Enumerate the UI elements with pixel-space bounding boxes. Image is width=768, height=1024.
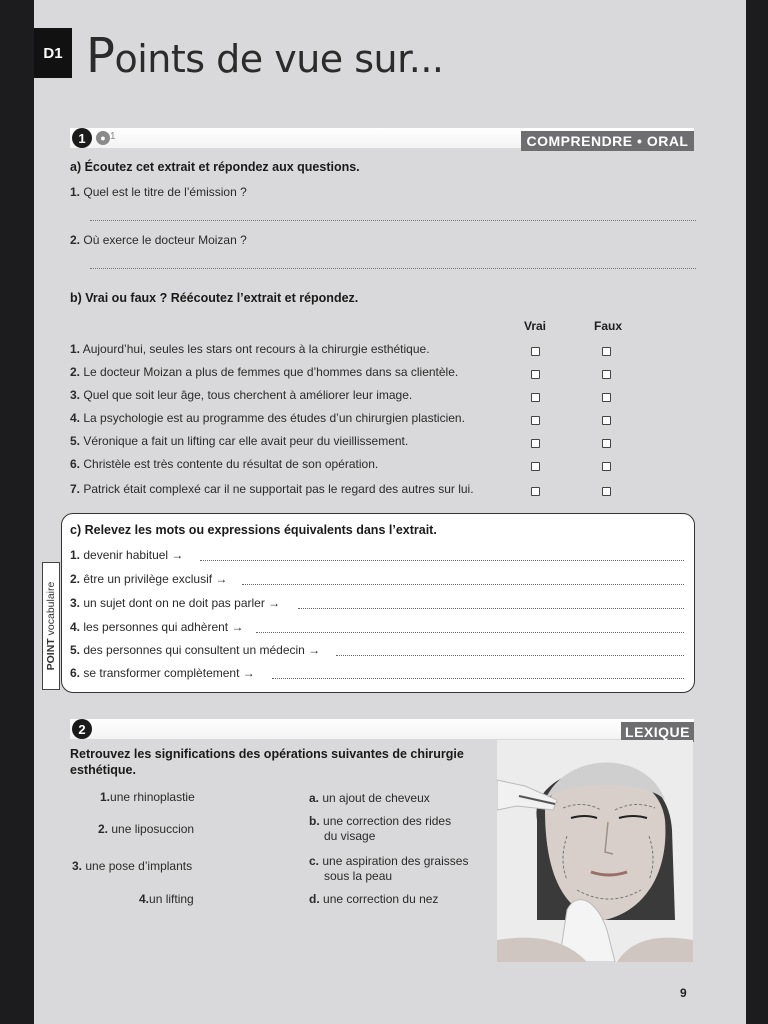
- section-2-instruction: [70, 746, 464, 778]
- vocab-answer-line-3[interactable]: [298, 608, 684, 609]
- question-number: 1.: [70, 185, 81, 199]
- statement-6: [70, 457, 378, 471]
- checkbox-false-3[interactable]: [602, 393, 611, 402]
- vocab-number: 5.: [70, 643, 81, 657]
- part-b-instruction: b) Vrai ou faux ? Réécoutez l’extrait et répondez.: [70, 291, 359, 305]
- vocab-answer-line-1[interactable]: [200, 560, 684, 561]
- question-number: 2.: [70, 233, 81, 247]
- vocab-item-1: [70, 548, 183, 562]
- operation-3: [72, 859, 192, 873]
- part-c-instruction: c) Relevez les mots ou expressions équivalents dans l’extrait.: [70, 523, 437, 537]
- vocab-item-3: [70, 596, 280, 610]
- checkbox-false-5[interactable]: [602, 439, 611, 448]
- section-1-label: COMPRENDRE • ORAL: [521, 131, 694, 151]
- vocab-answer-line-2[interactable]: [242, 584, 684, 585]
- statement-text: Véronique a fait un lifting car elle avait peur du vieillissement.: [83, 434, 409, 448]
- checkbox-true-2[interactable]: [531, 370, 540, 379]
- audio-cd-icon: ●: [96, 131, 110, 145]
- statement-number: 7.: [70, 482, 81, 496]
- vocab-answer-line-5[interactable]: [336, 655, 684, 656]
- instruction-line-2: esthétique.: [70, 763, 136, 777]
- statement-1: [70, 342, 430, 356]
- question-1: [70, 185, 247, 199]
- operation-2: [98, 822, 194, 836]
- statement-text: Quel que soit leur âge, tous cherchent à améliorer leur image.: [83, 388, 413, 402]
- operation-text: une pose d’implants: [85, 859, 193, 873]
- section-1-number: 1: [72, 128, 92, 148]
- face-illustration: [497, 740, 693, 962]
- definition-letter: b.: [309, 814, 320, 828]
- definition-letter: a.: [309, 791, 320, 805]
- definition-text: une correction des rides: [323, 814, 452, 828]
- column-header-false: Faux: [594, 319, 623, 333]
- checkbox-false-2[interactable]: [602, 370, 611, 379]
- definition-text-2: du visage: [324, 829, 376, 843]
- title-initial: P: [86, 28, 115, 84]
- vocab-item-6: [70, 666, 255, 680]
- vocab-text: se transformer complètement →: [83, 666, 255, 680]
- vocab-item-4: [70, 620, 243, 634]
- definition-text: un ajout de cheveux: [322, 791, 430, 805]
- title-rest: oints de vue sur...: [114, 37, 444, 81]
- vocab-text: être un privilège exclusif →: [83, 572, 228, 586]
- statement-text: La psychologie est au programme des études d’un chirurgien plasticien.: [83, 411, 465, 425]
- statement-number: 6.: [70, 457, 81, 471]
- definition-text: une aspiration des graisses: [322, 854, 469, 868]
- vocab-answer-line-6[interactable]: [272, 678, 684, 679]
- point-label: POINT: [45, 638, 57, 671]
- vocab-text: un sujet dont on ne doit pas parler →: [83, 596, 281, 610]
- definition-letter: c.: [309, 854, 320, 868]
- section-2-label: LEXIQUE: [621, 722, 694, 742]
- vocab-number: 3.: [70, 596, 81, 610]
- definition-text: une correction du nez: [323, 892, 439, 906]
- answer-line-1[interactable]: [90, 220, 696, 221]
- checkbox-true-5[interactable]: [531, 439, 540, 448]
- statement-2: [70, 365, 458, 379]
- operation-number: 1.: [100, 790, 111, 804]
- vocabulaire-label: vocabulaire: [45, 581, 57, 636]
- operation-1: [100, 790, 195, 804]
- instruction-line-1: Retrouvez les significations des opérations suivantes de chirurgie: [70, 747, 464, 761]
- question-text: Quel est le titre de l’émission ?: [83, 185, 247, 199]
- definition-d: [309, 892, 438, 906]
- audio-track-number: 1: [110, 131, 116, 142]
- section-2-number: 2: [72, 719, 92, 739]
- unit-tag: D1: [34, 28, 72, 78]
- question-text: Où exerce le docteur Moizan ?: [83, 233, 247, 247]
- point-vocabulaire-tab: [42, 562, 60, 690]
- statement-number: 4.: [70, 411, 81, 425]
- checkbox-true-4[interactable]: [531, 416, 540, 425]
- statement-number: 1.: [70, 342, 81, 356]
- checkbox-false-1[interactable]: [602, 347, 611, 356]
- operation-4: [139, 892, 194, 906]
- operation-number: 4.: [139, 892, 150, 906]
- statement-number: 5.: [70, 434, 81, 448]
- operation-text: une liposuccion: [111, 822, 195, 836]
- checkbox-false-7[interactable]: [602, 487, 611, 496]
- statement-number: 2.: [70, 365, 81, 379]
- checkbox-false-4[interactable]: [602, 416, 611, 425]
- vocab-number: 2.: [70, 572, 81, 586]
- part-a-instruction: a) Écoutez cet extrait et répondez aux questions.: [70, 160, 360, 174]
- statement-text: Aujourd’hui, seules les stars ont recours à la chirurgie esthétique.: [82, 342, 430, 356]
- definition-text-2: sous la peau: [324, 869, 393, 883]
- page-title: [86, 28, 443, 84]
- page-number: 9: [680, 986, 687, 1000]
- column-header-true: Vrai: [524, 319, 547, 333]
- statement-text: Patrick était complexé car il ne supportait pas le regard des autres sur lui.: [83, 482, 474, 496]
- vocab-number: 6.: [70, 666, 81, 680]
- definition-b: [309, 814, 451, 844]
- statement-5: [70, 434, 408, 448]
- answer-line-2[interactable]: [90, 268, 696, 269]
- section-2-bar: [70, 719, 694, 739]
- checkbox-true-7[interactable]: [531, 487, 540, 496]
- statement-7: [70, 482, 474, 496]
- operation-text: un lifting: [149, 892, 194, 906]
- definition-letter: d.: [309, 892, 320, 906]
- vocab-text: devenir habituel →: [83, 548, 184, 562]
- checkbox-true-1[interactable]: [531, 347, 540, 356]
- statement-4: [70, 411, 465, 425]
- statement-text: Le docteur Moizan a plus de femmes que d’hommes dans sa clientèle.: [83, 365, 459, 379]
- cosmetic-surgery-photo: [497, 740, 693, 962]
- vocab-answer-line-4[interactable]: [256, 632, 684, 633]
- vocab-item-2: [70, 572, 227, 586]
- checkbox-false-6[interactable]: [602, 462, 611, 471]
- vocab-number: 1.: [70, 548, 81, 562]
- vocab-number: 4.: [70, 620, 81, 634]
- vocab-text: les personnes qui adhèrent →: [83, 620, 244, 634]
- operation-number: 3.: [72, 859, 83, 873]
- operation-number: 2.: [98, 822, 109, 836]
- statement-3: [70, 388, 412, 402]
- checkbox-true-6[interactable]: [531, 462, 540, 471]
- question-2: [70, 233, 247, 247]
- definition-c: [309, 854, 468, 884]
- vocab-item-5: [70, 643, 320, 657]
- statement-number: 3.: [70, 388, 81, 402]
- vocab-text: des personnes qui consultent un médecin →: [83, 643, 321, 657]
- operation-text: une rhinoplastie: [110, 790, 195, 804]
- statement-text: Christèle est très contente du résultat de son opération.: [83, 457, 379, 471]
- definition-a: [309, 791, 430, 805]
- checkbox-true-3[interactable]: [531, 393, 540, 402]
